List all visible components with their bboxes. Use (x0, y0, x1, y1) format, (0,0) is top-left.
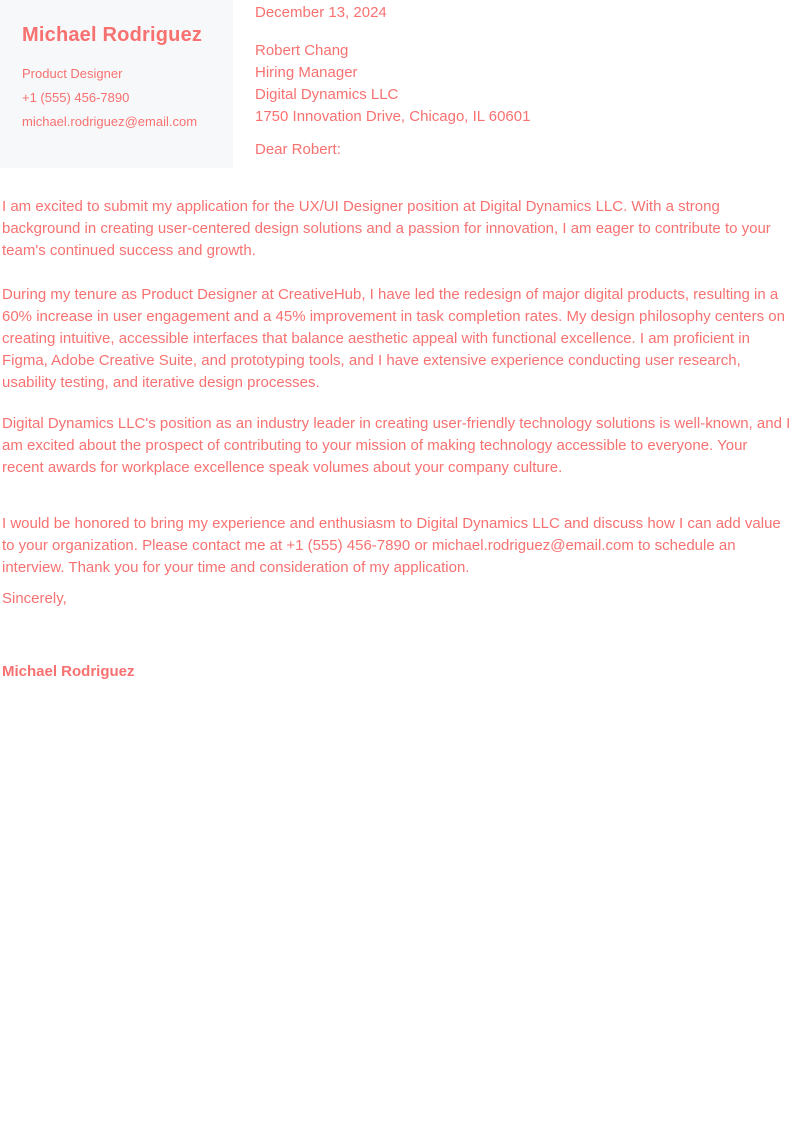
signature-name: Michael Rodriguez (2, 663, 135, 680)
applicant-name: Michael Rodriguez (22, 24, 203, 46)
recipient-section (233, 0, 794, 161)
recipient-role: Hiring Manager (255, 64, 358, 81)
salutation: Dear Robert: (255, 141, 341, 158)
applicant-phone: +1 (555) 456-7890 (22, 90, 130, 105)
letter-paragraph: I would be honored to bring my experience and enthusiasm to Digital Dynamics LLC and discuss how I can add value to your organization. Please contact me at +1 (555) 456-7890 or michael.rodriguez@email.com to schedule an interview. Thank you for your time and consideration of my application. (2, 515, 781, 576)
letter-paragraph: Digital Dynamics LLC's position as an industry leader in creating user-friendly technology solutions is well-known, and I am excited about the prospect of contributing to your mission of making technology accessible to everyone. Your recent awards for workplace excellence speak volumes about your company culture. (2, 415, 791, 476)
letter-date: December 13, 2024 (255, 4, 387, 21)
applicant-email: michael.rodriguez@email.com (22, 114, 198, 129)
recipient-company: Digital Dynamics LLC (255, 86, 399, 103)
recipient-name: Robert Chang (255, 42, 349, 59)
recipient-block (255, 40, 794, 128)
closing-line: Sincerely, (2, 590, 67, 607)
letter-header (0, 0, 794, 168)
applicant-job-title: Product Designer (22, 66, 123, 81)
letter-paragraph: I am excited to submit my application for the UX/UI Designer position at Digital Dynamics LLC. With a strong background in creating user-centered design solutions and a passion for innovation, I am eager to contribute to your team's continued success and growth. (2, 198, 771, 259)
letter-paragraph: During my tenure as Product Designer at CreativeHub, I have led the redesign of major digital products, resulting in a 60% increase in user engagement and a 45% improvement in task completion rates. My design philosophy centers on creating intuitive, accessible interfaces that balance aesthetic appeal with functional excellence. I am proficient in Figma, Adobe Creative Suite, and prototyping tools, and I have extensive experience conducting user research, usability testing, and iterative design processes. (2, 286, 785, 391)
recipient-address: 1750 Innovation Drive, Chicago, IL 60601 (255, 108, 531, 125)
applicant-info-panel (0, 0, 233, 168)
letter-body (0, 196, 794, 683)
